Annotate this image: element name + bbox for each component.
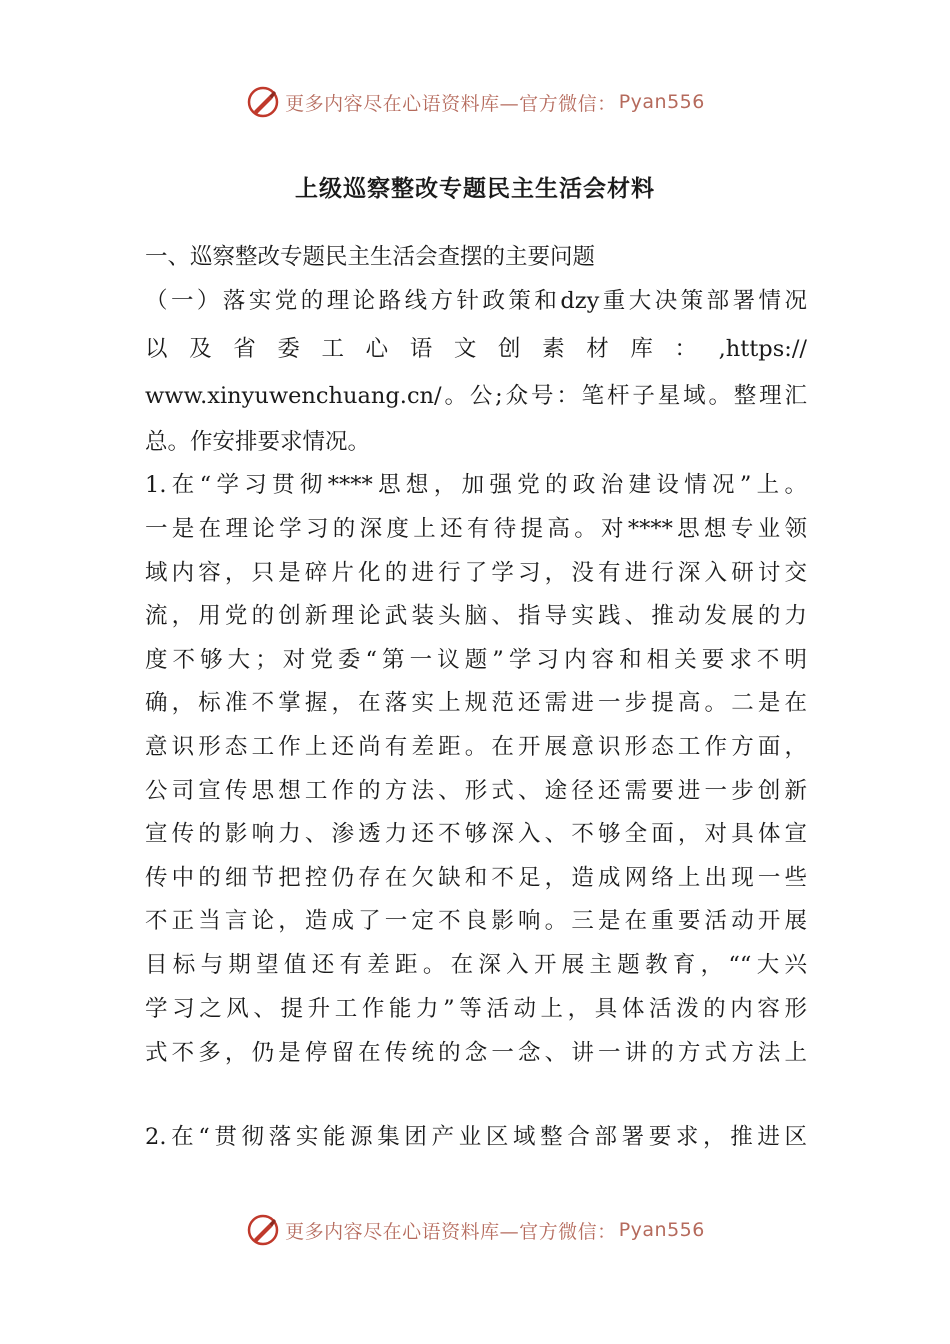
text-line: 以及省委工心语文创素材库：,https:// (145, 336, 807, 362)
watermark-contact-text: 官方微信： (519, 1220, 617, 1243)
text-line: 传中的细节把控仍存在欠缺和不足，造成网络上出现一些 (145, 865, 807, 891)
text-line: 意识形态工作上还尚有差距。在开展意识形态工作方面， (145, 734, 807, 760)
text-line: 宣传的影响力、渗透力还不够深入、不够全面，对具体宣 (145, 821, 807, 847)
watermark-footer (0, 1212, 950, 1248)
pen-logo-icon (245, 1212, 281, 1248)
watermark-wechat-id: Pyan556 (618, 1219, 705, 1241)
text-line: 确，标准不掌握，在落实上规范还需进一步提高。二是在 (145, 690, 807, 716)
watermark-site-text: 更多内容尽在心语资料库— (285, 1220, 520, 1243)
text-line: 公司宣传思想工作的方法、形式、途径还需要进一步创新 (145, 778, 807, 804)
section-heading: 一、巡察整改专题民主生活会查摆的主要问题 (145, 244, 596, 270)
watermark-site-text: 更多内容尽在心语资料库— (285, 92, 520, 115)
text-line: 不正当言论，造成了一定不良影响。三是在重要活动开展 (145, 908, 807, 934)
text-line: www.xinyuwenchuang.cn/。公;众号：笔杆子星域。整理汇 (145, 383, 807, 409)
pen-logo-icon (245, 84, 281, 120)
text-line: 目标与期望值还有差距。在深入开展主题教育，““大兴 (145, 952, 807, 978)
text-line: 域内容，只是碎片化的进行了学习，没有进行深入研讨交 (145, 560, 807, 586)
subsection-heading: （一）落实党的理论路线方针政策和dzy重大决策部署情况 (145, 288, 807, 314)
text-line: 度不够大；对党委“第一议题”学习内容和相关要求不明 (145, 647, 807, 673)
text-line: 式不多，仍是停留在传统的念一念、讲一讲的方式方法上 (145, 1040, 807, 1066)
text-line: 一是在理论学习的深度上还有待提高。对****思想专业领 (145, 516, 807, 542)
document-title: 上级巡察整改专题民主生活会材料 (295, 175, 655, 202)
text-line: 流，用党的创新理论武装头脑、指导实践、推动发展的力 (145, 603, 807, 629)
text-line: 学习之风、提升工作能力”等活动上，具体活泼的内容形 (145, 996, 807, 1022)
watermark-wechat-id: Pyan556 (618, 91, 705, 113)
text-line: 总。作安排要求情况。 (145, 429, 371, 455)
watermark-contact-text: 官方微信： (519, 92, 617, 115)
item-heading: 1.在“学习贯彻****思想，加强党的政治建设情况”上。 (145, 472, 807, 498)
watermark-header (0, 84, 950, 120)
item-heading: 2.在“贯彻落实能源集团产业区域整合部署要求，推进区 (145, 1124, 807, 1150)
